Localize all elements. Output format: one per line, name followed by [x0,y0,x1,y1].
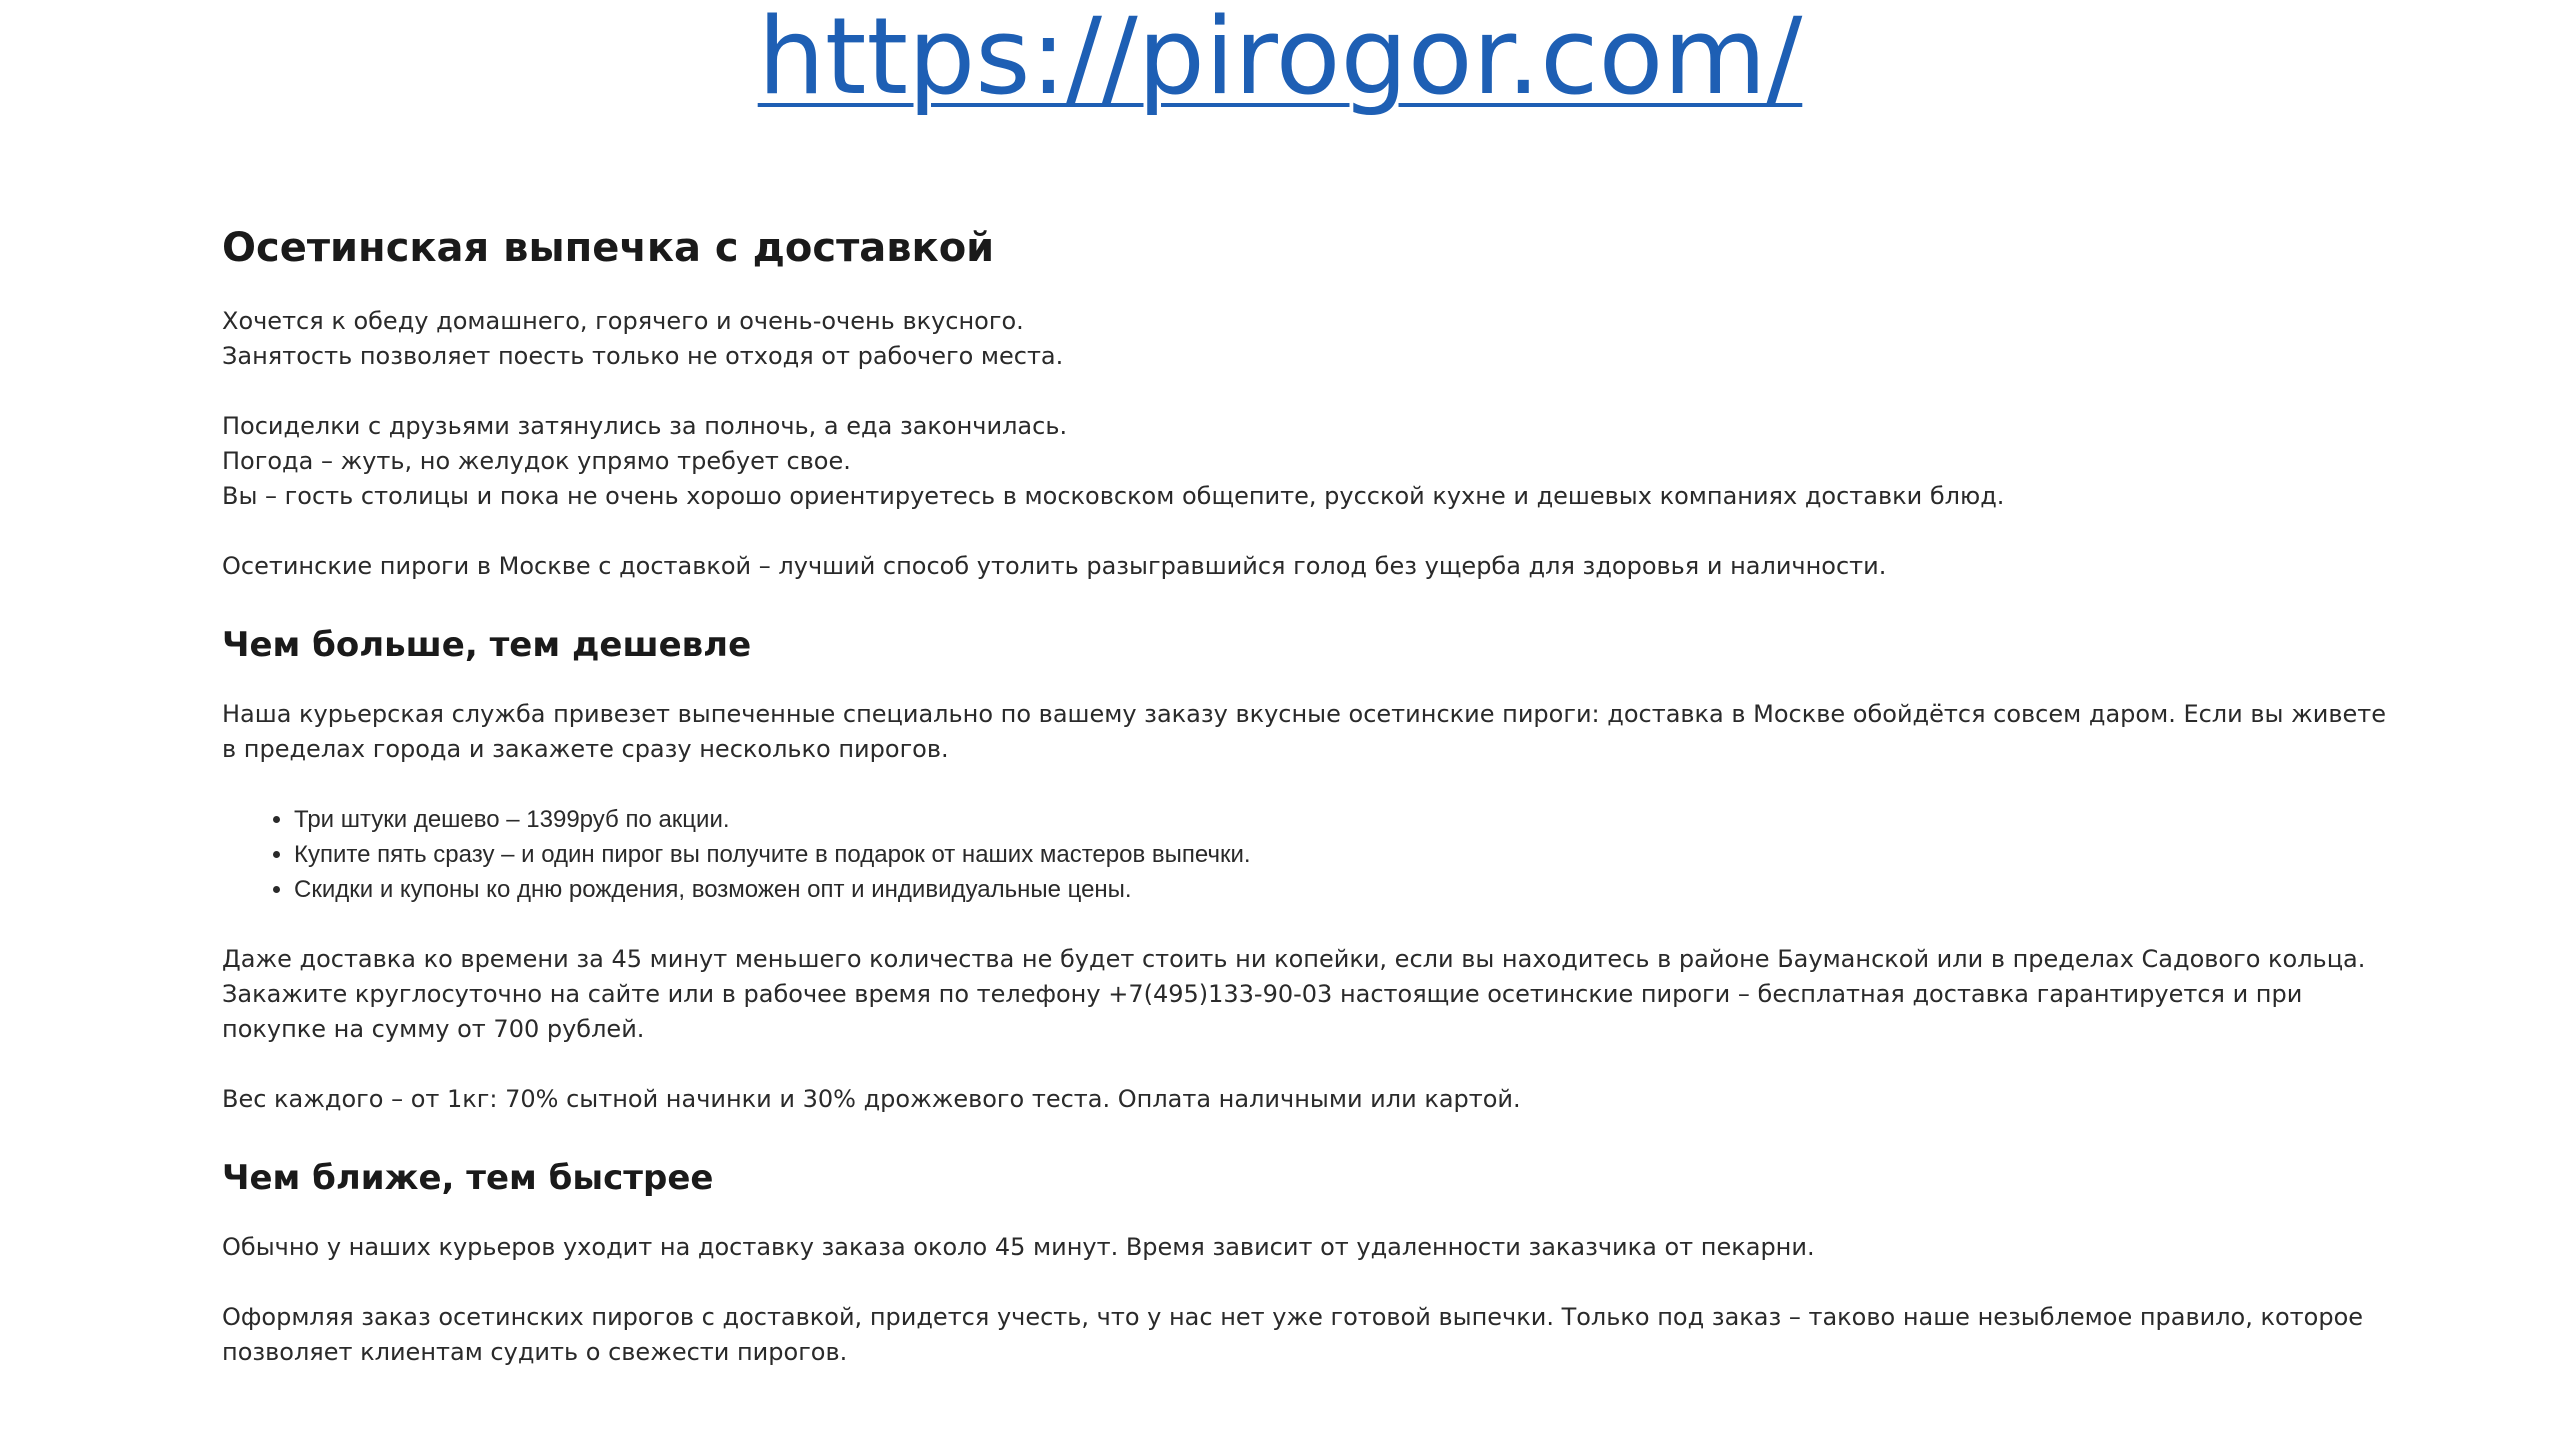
site-url-header [0,0,2560,122]
order-rules-paragraph: Оформляя заказ осетинских пирогов с доставкой, придется учесть, что у нас нет уже готовой выпечки. Только под заказ – таково наше незыблемое правило, которое позволяет клиентам судить о свежести пирогов. [222,1303,2364,1366]
free-delivery-paragraph: Даже доставка ко времени за 45 минут меньшего количества не будет стоить ни копейки, если вы находитесь в районе Бауманской или в пределах Садового кольца. Закажите круглосуточно на сайте или в рабочее время по телефону +7(495)133-90-03 настоящие осетинские пироги – бесплатная доставка гарантируется и при покупке на сумму от 700 рублей. [222,945,2366,1043]
section-heading-cheaper: Чем больше, тем дешевле [222,625,752,665]
offers-list [222,802,2392,907]
article-heading: Осетинская выпечка с доставкой [222,225,995,271]
weight-payment-paragraph: Вес каждого – от 1кг: 70% сытной начинки и 30% дрожжевого теста. Оплата наличными или картой. [222,1085,1521,1113]
list-item: • Скидки и купоны ко дню рождения, возможен опт и индивидуальные цены. [294,872,2392,907]
article-content [222,218,2392,1405]
intro-paragraph-2 [222,409,2392,514]
section-heading-faster: Чем ближе, тем быстрее [222,1158,714,1198]
intro-p2-line-2: Погода – жуть, но желудок упрямо требует свое. [222,447,851,475]
site-url-link[interactable]: https://pirogor.com/ [757,0,1803,118]
intro-p1-line-2: Занятость позволяет поесть только не отходя от рабочего места. [222,342,1064,370]
intro-p2-line-1: Посиделки с друзьями затянулись за полночь, а еда закончилась. [222,412,1068,440]
intro-paragraph-3: Осетинские пироги в Москве с доставкой – лучший способ утолить разыгравшийся голод без ущерба для здоровья и наличности. [222,552,1887,580]
list-item: • Купите пять сразу – и один пирог вы получите в подарок от наших мастеров выпечки. [294,837,2392,872]
list-item: • Три штуки дешево – 1399руб по акции. [294,802,2392,837]
delivery-paragraph: Наша курьерская служба привезет выпеченные специально по вашему заказу вкусные осетинские пироги: доставка в Москве обойдётся совсем даром. Если вы живете в пределах города и закажете сразу несколько пирогов. [222,700,2386,763]
intro-paragraph-1 [222,304,2392,374]
intro-p2-line-3: Вы – гость столицы и пока не очень хорошо ориентируетесь в московском общепите, русской кухне и дешевых компаниях доставки блюд. [222,482,2005,510]
intro-p1-line-1: Хочется к обеду домашнего, горячего и очень-очень вкусного. [222,307,1024,335]
courier-time-paragraph: Обычно у наших курьеров уходит на доставку заказа около 45 минут. Время зависит от удаленности заказчика от пекарни. [222,1233,1815,1261]
